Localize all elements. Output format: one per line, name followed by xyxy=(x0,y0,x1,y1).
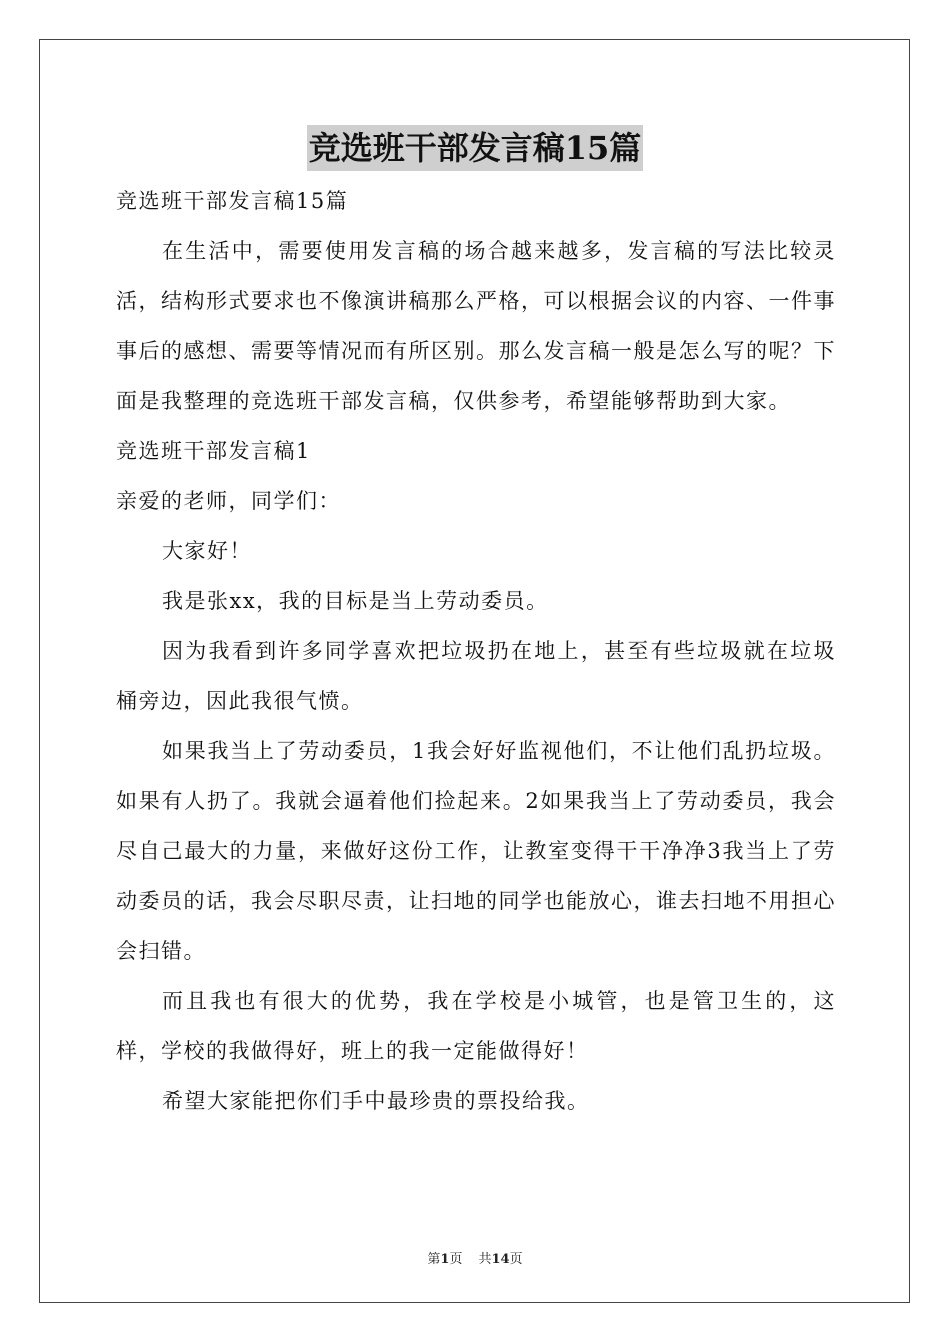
document-title: 竞选班干部发言稿15篇 xyxy=(307,125,644,171)
total-prefix: 共 xyxy=(478,1252,492,1267)
document-body xyxy=(116,176,836,1126)
page-number: 1 xyxy=(440,1252,450,1267)
paragraph-closing: 希望大家能把你们手中最珍贵的票投给我。 xyxy=(162,1089,590,1113)
page-footer xyxy=(0,1248,950,1267)
paragraph-self-intro: 我是张xx，我的目标是当上劳动委员。 xyxy=(162,589,549,613)
paragraph-reason: 因为我看到许多同学喜欢把垃圾扔在地上，甚至有些垃圾就在垃圾桶旁边，因此我很气愤。 xyxy=(116,639,836,713)
page-total: 14 xyxy=(491,1252,510,1267)
page-suffix: 页 xyxy=(449,1252,463,1267)
paragraph-plan: 如果我当上了劳动委员，1我会好好监视他们，不让他们乱扔垃圾。如果有人扔了。我就会逼着他们捡起来。2如果我当上了劳动委员，我会尽自己最大的力量，来做好这份工作，让教室变得干干净净3我当上了劳动委员的话，我会尽职尽责，让扫地的同学也能放心，谁去扫地不用担心会扫错。 xyxy=(116,739,836,963)
section-heading: 竞选班干部发言稿1 xyxy=(116,439,311,463)
paragraph-greeting: 大家好！ xyxy=(162,539,252,563)
title-area xyxy=(0,125,950,171)
total-suffix: 页 xyxy=(509,1252,523,1267)
paragraph-heading: 竞选班干部发言稿15篇 xyxy=(116,189,349,213)
paragraph-salutation: 亲爱的老师，同学们： xyxy=(116,489,341,513)
paragraph-intro: 在生活中，需要使用发言稿的场合越来越多，发言稿的写法比较灵活，结构形式要求也不像演讲稿那么严格，可以根据会议的内容、一件事事后的感想、需要等情况而有所区别。那么发言稿一般是怎么写的呢？下面是我整理的竞选班干部发言稿，仅供参考，希望能够帮助到大家。 xyxy=(116,239,836,413)
paragraph-advantage: 而且我也有很大的优势，我在学校是小城管，也是管卫生的，这样，学校的我做得好，班上的我一定能做得好！ xyxy=(116,989,836,1063)
page-prefix: 第 xyxy=(427,1252,441,1267)
